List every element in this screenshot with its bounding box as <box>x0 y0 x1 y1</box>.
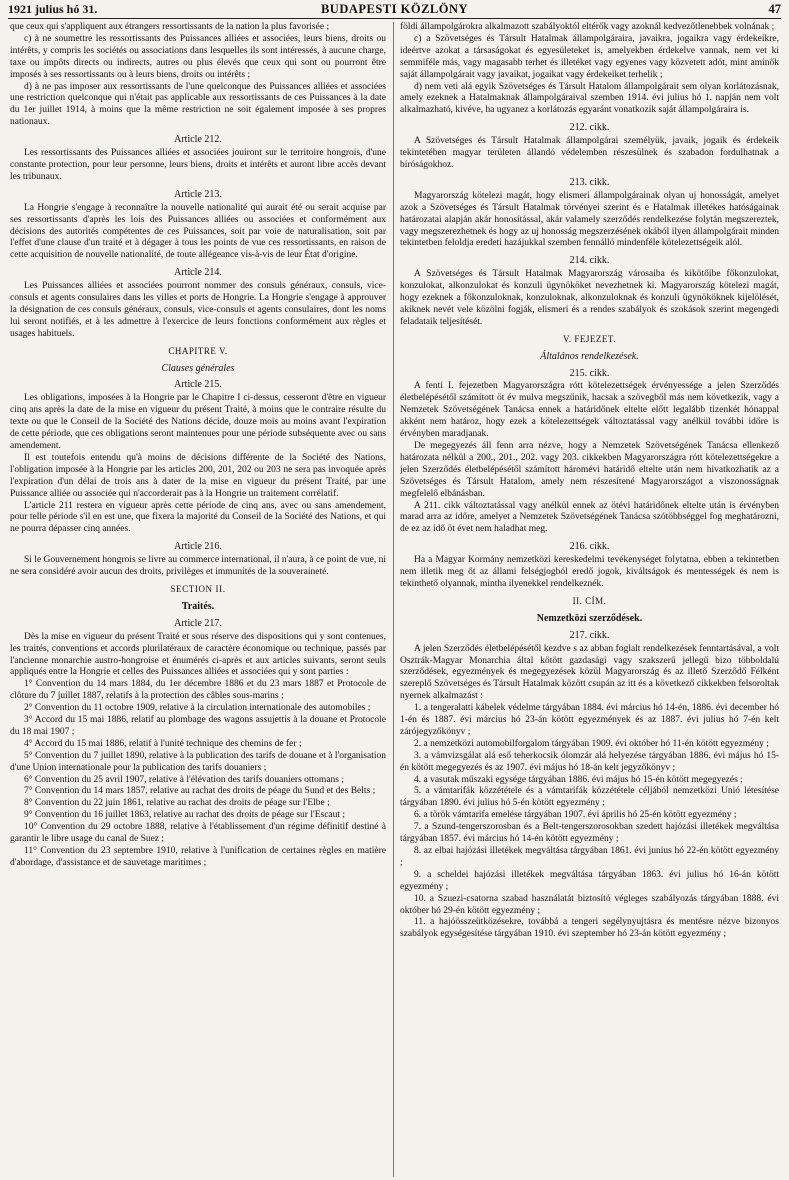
section-heading: Article 214. <box>174 267 222 279</box>
section-heading: CHAPITRE V. <box>168 345 228 356</box>
paragraph: Ha a Magyar Kormány nemzetközi kereskedelmi tevékenységet folytatna, ebben a tekintetben nem illetik meg őt az állami felségjogból eredő jogok, kiváltságok és mentességek és nem is tekinthető olyannak, mintha ilyenekkel rendelkeznék. <box>400 555 779 589</box>
section-heading: Traités. <box>181 600 215 612</box>
section-heading: 212. cikk. <box>569 122 610 134</box>
paragraph: A 211. cikk változtatással vagy anélkül ennek az ötévi határidőnek eltelte után is érvényben marad arra az időre, amelyet a Nemzetek Szövetségének Tanácsa szótöbbséggel fog meghatározni, de ez az idő öt évet nem haladhat meg. <box>400 500 779 535</box>
list-item: 3° Accord du 15 mai 1886, relatif au plombage des wagons assujettis à la douane et Protocole du 18 mai 1907 ; <box>10 715 386 737</box>
section-heading: Article 213. <box>174 188 222 200</box>
paragraph: d) à ne pas imposer aux ressortissants de l'une quelconque des Puissances alliées et associées une restriction quelconque qui n'était pas applicable aux ressortissants de ces Puissances à la date du 1er juillet 1914, à moins que la même restriction ne soit également imposée à ses propres nationaux. <box>10 81 386 128</box>
list-item: 11. a hajóösszeütközésekre, továbbá a tengeri segélynyujtásra és mentésre nézve bizonyos szabályok egységesítése tárgyában 1910. évi szeptember hó 23-án kötött egyezmény ; <box>400 917 779 940</box>
section-heading: Article 215. <box>174 379 222 391</box>
list-item: 9. a scheldei hajózási illetékek megváltása tárgyában 1863. évi julius hó 16-án kötött egyezmény ; <box>400 869 779 892</box>
list-item: 10. a Szuezi-csatorna szabad használatát biztosító végleges szabályozás tárgyában 1888. évi október hó 29-én kötött egyezmény ; <box>400 893 779 916</box>
section-heading: II. CÍM. <box>572 595 607 606</box>
list-item: 10° Convention du 29 octobre 1888, relative à l'établissement d'un régime définitif destiné à garantir le libre usage du canal de Suez ; <box>10 822 386 845</box>
list-item: 4° Accord du 15 mai 1886, relatif à l'unité technique des chemins de fer ; <box>24 738 302 749</box>
paragraph: d) nem veti alá egyik Szövetséges és Társult Hatalom állampolgárait sem olyan korlátozásnak, amely ezeknek a Hatalmaknak állampolgáraival szemben 1914. évi julius hó 1. napján nem volt alkalmazható, kivéve, ha ugyanez a korlátozás egyaránt vonatkozik saját állampolgáraira is. <box>400 81 779 116</box>
section-heading: 216. cikk. <box>569 541 610 553</box>
list-item: 3. a vámvizsgálat alá eső teherkocsik ólomzár alá helyezése tárgyában 1886. évi május hó 15-én kötött megegyezés és az 1907. évi május hó 18-án kelt jegyzőkönyv ; <box>400 750 779 773</box>
section-heading: Clauses générales <box>161 362 235 374</box>
page-header <box>8 2 781 18</box>
section-heading: 215. cikk. <box>569 367 610 379</box>
list-item: 9° Convention du 16 juillet 1863, relative au rachat des droits de péage sur l'Escaut ; <box>24 810 346 821</box>
paragraph: Les obligations, imposées à la Hongrie par le Chapitre I ci-dessus, cesseront d'être en vigueur cinq ans après la date de la mise en vigueur du présent Traité, à moins que le contraire résulte du texte ou que le Conseil de la Société des Nations décide, douze mois au moins avant l'expiration de cette période, que ces obligations seront maintenues pour une période subséquente avec ou sans amendement. <box>10 393 386 451</box>
paragraph: A Szövetséges és Társult Hatalmak állampolgárai személyük, javaik, jogaik és érdekeik tekintetében magyar területen állandó védelemben részesülnek és szabadon fordulhatnak a bíróságokhoz. <box>400 136 779 170</box>
paragraph: Les Puissances alliées et associées pourront nommer des consuls généraux, consuls, vice-consuls et agents consulaires dans les villes et ports de Hongrie. La Hongrie s'engage à approuver la désignation de ces consuls généraux, consuls, vice-consuls et agents consulaires, dont les noms lui seront notifiés, et à les admettre à l'exercice de leurs fonctions conformément aux règles et usages habituels. <box>10 281 386 339</box>
section-heading: Article 216. <box>174 541 222 553</box>
hungarian-text-column <box>400 22 779 1177</box>
paragraph: L'article 211 restera en vigueur après cette période de cinq ans, avec ou sans amendement, pour telle période s'il en est une, que fixera la majorité du Conseil de la Société des Nations, et qui ne pourra dépasser cinq années. <box>10 500 386 535</box>
paragraph: Dès la mise en vigueur du présent Traité et sous réserve des dispositions qui y sont contenues, les traités, conventions et accords plurilatéraux de caractère économique ou technique, passés par l'ancienne monarchie austro-hongroise et énumérés ci-après et aux articles suivants, seront seuls appliqués entre la Hongrie et celles des Puissances alliées et associées qui y sont parties : <box>10 631 386 678</box>
list-item: 5. a vámtarifák közzététele és a vámtarifák közzététele céljából nemzetközi Unió létesítése tárgyában 1890. évi julius hó 5-én kötött egyezmény ; <box>400 786 779 809</box>
paragraph: Si le Gouvernement hongrois se livre au commerce international, il n'aura, à ce point de vue, ni ne sera considéré avoir aucun des droits, privilèges et immunités de la souveraineté. <box>10 555 386 578</box>
header-rule <box>8 18 781 19</box>
list-item: 6° Convention du 25 avril 1907, relative à l'élévation des tarifs douaniers ottomans ; <box>24 774 344 785</box>
section-heading: 217. cikk. <box>569 629 610 641</box>
section-heading: Nemzetközi szerződések. <box>536 612 643 624</box>
section-heading: 213. cikk. <box>569 176 610 188</box>
column-divider <box>393 22 394 1177</box>
section-heading: SECTION II. <box>170 583 226 594</box>
page-number: 47 <box>768 2 781 16</box>
paragraph: Les ressortissants des Puissances alliées et associées jouiront sur le territoire hongrois, d'une constante protection, pour leur personne, leurs biens, droits et intérêts et auront libre accès devant les tribunaux. <box>10 148 386 182</box>
paragraph: A fenti I. fejezetben Magyarországra rótt kötelezettségek érvényessége a jelen Szerződés életbelépésétől számított öt év mulva megszűnik, hacsak a szövegből más nem következik, vagy a Nemzetek Szövetségének Tanácsa ennek a határidőnek eltelte előtt legalább tizenkét hónappal akként nem határoz, hogy ezek a kötelezettségek változtatással vagy anélkül további időre is érvényben maradjanak. <box>400 381 779 440</box>
list-item: 2. a nemzetközi automobilforgalom tárgyában 1909. évi október hó 11-én kötött egyezmény ; <box>414 738 769 749</box>
paragraph: földi állampolgárokra alkalmazott szabályoktól eltérők vagy azoknál kedvezőtlenebbek volnának ; <box>400 22 775 32</box>
list-item: 8° Convention du 22 juin 1861, relative au rachat des droits de péage sur l'Elbe ; <box>24 798 330 809</box>
section-heading: Általános rendelkezések. <box>540 350 639 362</box>
list-item: 6. a török vámtarifa emelése tárgyában 1907. évi április hó 25-én kötött egyezmény ; <box>414 810 737 821</box>
list-item: 7. a Szund-tengerszorosban és a Belt-tengerszorosokban szedett hajózási illetékek megváltása tárgyában 1857. évi március hó 14-én kötött egyezmény ; <box>400 822 779 845</box>
list-item: 4. a vasutak műszaki egysége tárgyában 1886. évi május hó 15-én kötött megegyezés ; <box>414 774 743 785</box>
issue-date: 1921 julius hó 31. <box>8 2 98 16</box>
paragraph: Il est toutefois entendu qu'à moins de décisions différente de la Société des Nations, l'obligation imposée à la Hongrie par les articles 200, 201, 202 ou 203 ne sera pas invoquée après l'expiration d'un délai de trois ans à dater de la mise en vigueur du présent Traité, par une Puissance alliée ou associée qui n'accorderait pas à la Hongrie un traitement corrélatif. <box>10 452 386 499</box>
paragraph: De megegyezés áll fenn arra nézve, hogy a Nemzetek Szövetségének Tanácsa ellenkező határozata nélkül a 200., 201., 202. vagy 203. cikkekben Magyarországra rótt kötelezettségekre a jelen Szerződés életbelépésétől számított háromévi határidő eltelte után nem hivatkozhatik az a Szövetséges és Társult Hatalom, amely nem részesítené Magyarországot a viszonosságnak megfelelő elbánásban. <box>400 441 779 499</box>
list-item: 1° Convention du 14 mars 1884, du 1er décembre 1886 et du 23 mars 1887 et Protocole de clôture du 7 juillet 1887, relatifs à la protection des câbles sous-marins ; <box>10 679 386 702</box>
newspaper-title: BUDAPESTI KÖZLÖNY <box>320 2 469 16</box>
paragraph: A jelen Szerződés életbelépésétől kezdve s az abban foglalt rendelkezések fenntartásával, a volt Osztrák-Magyar Monarchia által kötött gazdasági vagy szakszerű jellegű bizo többoldalú szerződések, egyezmények és megegyezések közül Magyarország és az illető Szerződő Félként szereplő Szövetséges és Társult Hatalmak között csupán az itt és a következő cikkekben felsoroltak nyernek alkalmazást : <box>400 643 779 702</box>
french-text-column <box>10 22 386 1177</box>
section-heading: 214. cikk. <box>569 255 610 267</box>
list-item: 11° Convention du 23 septembre 1910, relative à l'unification de certaines règles en matière d'abordage, d'assistance et de sauvetage maritimes ; <box>10 846 386 868</box>
list-item: 2° Convention du 11 octobre 1909, relative à la circulation internationale des automobiles ; <box>24 703 371 714</box>
paragraph: Magyarország kötelezi magát, hogy elismeri állampolgárainak olyan uj honosságát, amelyet azok a Szövetséges és Társult Hatalmak törvényei szerint és e Hatalmak illetékes hatóságainak határozatai alapján akár honosítással, akár valamely szerződés rendelkezése folytán megszereztek, vagy megszerezhetnek és hogy az uj honosság megszerzésének okából ilyen állampolgárait minden tekintetben feloldja eredeti hazájukkal szemben fennálló mindenféle kötelezettségeik alól. <box>400 190 779 249</box>
list-item: 5° Convention du 7 juillet 1890, relative à la publication des tarifs de douane et à l'organisation d'une Union internationale pour la publication des tarifs douaniers ; <box>10 750 386 773</box>
section-heading: V. FEJEZET. <box>563 333 616 344</box>
paragraph: que ceux qui s'appliquent aux étrangers ressortissants de la nation la plus favorisée ; <box>10 22 330 32</box>
list-item: 1. a tengeralatti kábelek védelme tárgyában 1884. évi március hó 14-én, 1886. évi december hó 1-én és 1887. évi március hó 23-án kötött egyezmények és az 1887. évi julius hó 7-én kelt zárójegyzőkönyv ; <box>400 703 779 737</box>
section-heading: Article 212. <box>174 134 222 146</box>
list-item: 8. az elbai hajózási illetékek megváltása tárgyában 1861. évi junius hó 22-én kötött egyezmény ; <box>400 846 779 868</box>
paragraph: A Szövetséges és Társult Hatalmak Magyarország városaiba és kikötőibe főkonzulokat, konzulokat, alkonzulokat és konzuli ügynököket nevezhetnek ki. Magyarország kötelezi magát, hogy ezeknek a főkonzuloknak, konzuloknak, alkonzuloknak és konzuli ügynököknek kijelölését, akiknek nevét vele közölni fogják, elismeri és a rendes szabályok és szokások szerint megengedi feladataik teljesítését. <box>400 269 779 327</box>
paragraph: c) à ne soumettre les ressortissants des Puissances alliées et associées, leurs biens, droits ou intérêts, y compris les sociétés ou associations dans lesquelles ils sont intéressés, à aucune charge, taxe ou impôts directs ou indirects, autres ou plus élevés que ceux qui sont ou pourront être imposés à ses ressortissants ou à leurs biens, droits ou intérêts ; <box>10 33 386 80</box>
paragraph: c) a Szövetséges és Társult Hatalmak állampolgáraira, javaikra, jogaikra vagy érdekeikre, ideértve azokat a társaságokat és egyesületeket is, amelyekben érdekelve vannak, nem vet ki semmiféle más, vagy magasabb terhet és illetéket vagy egyenes vagy közvetett adót, mint aminők saját állampolgárait vagy javaikat, jogaikat vagy érdekeiket terhelik ; <box>400 33 779 80</box>
paragraph: La Hongrie s'engage à reconnaître la nouvelle nationalité qui aurait été ou serait acquise par ses ressortissants d'après les lois des Puissances alliées ou associées et conformément aux décisions des autorités compétentes de ces Puissances, soit par voie de naturalisation, soit par l'effet d'une clause d'un traité et à dégager à tous les points de vue ces ressortissants, en raison de cette acquisition de nouvelle nationalité, de toute allégeance vis-à-vis de leur État d'origine. <box>10 202 386 261</box>
list-item: 7° Convention du 14 mars 1857, relative au rachat des droits de péage du Sund et des Belts ; <box>24 786 376 797</box>
section-heading: Article 217. <box>174 617 222 629</box>
